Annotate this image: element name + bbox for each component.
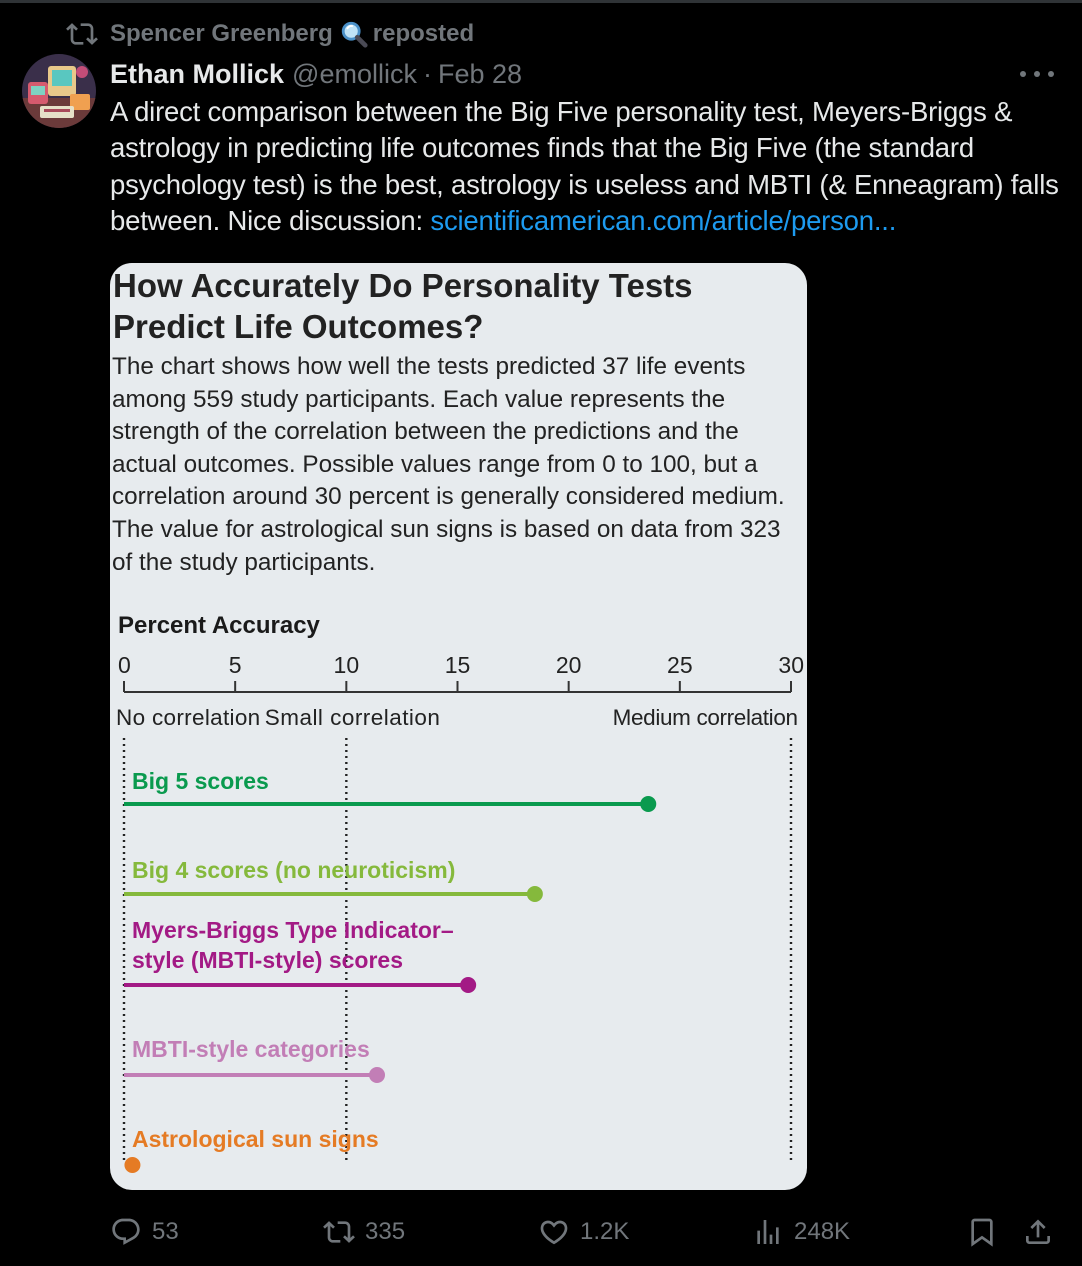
article-link[interactable]: scientificamerican.com/article/person... [430, 204, 897, 236]
card-description: The chart shows how well the tests predicted 37 life events among 559 study participants. Each value represents the strength of the correlation between the predictions and the actual outcomes. Possible values range from 0 to 100, but a correlation around 30 percent is generally considered medium. The value for astrological sun signs is based on data from 323 of the study participants. [112, 353, 785, 576]
repost-button[interactable] [323, 1210, 405, 1254]
post-media-image[interactable] [110, 263, 807, 1190]
post-date[interactable]: Feb 28 [437, 58, 523, 89]
more-dot-icon [1020, 71, 1026, 77]
x-tick-label: 10 [333, 652, 360, 678]
bookmark-icon [966, 1216, 998, 1248]
card-title: How Accurately Do Personality Tests Predict Life Outcomes? [113, 267, 693, 345]
repost-icon [323, 1216, 355, 1248]
repost-label: reposted [372, 20, 475, 47]
series-point [640, 796, 656, 812]
series-label: Astrological sun signs [132, 1126, 379, 1152]
reply-count: 53 [152, 1218, 179, 1245]
x-tick-label: 25 [667, 652, 693, 678]
x-tick-label: 15 [444, 652, 471, 678]
chart-title: Percent Accuracy [118, 612, 320, 639]
post-body [110, 94, 1060, 239]
post-header [110, 56, 522, 92]
repost-context[interactable] [66, 18, 474, 50]
view-count: 248K [794, 1218, 851, 1245]
reposter-name[interactable]: Spencer Greenberg [110, 20, 333, 47]
more-dot-icon [1048, 71, 1054, 77]
reply-icon [110, 1216, 142, 1248]
post-text: A direct comparison between the Big Five personality test, Meyers-Briggs & astrology in predicting life outcomes finds that the Big Five (the standard psychology test) is the best, astrology is useless and MBTI (& Enneagram) falls between. Nice discussion: [110, 96, 1059, 236]
reference-label: Medium correlation [612, 705, 798, 730]
reference-label: Small correlation [264, 705, 440, 730]
author-name[interactable]: Ethan Mollick [110, 58, 285, 89]
author-handle[interactable]: @emollick [292, 58, 417, 89]
top-divider [0, 0, 1082, 3]
analytics-icon [752, 1216, 784, 1248]
reply-button[interactable] [110, 1210, 179, 1254]
series-label: Big 4 scores (no neuroticism) [132, 857, 456, 883]
series-label: Big 5 scores [132, 768, 269, 794]
like-count: 1.2K [580, 1218, 630, 1245]
series-point [369, 1067, 385, 1083]
heart-icon [538, 1216, 570, 1248]
x-tick-label: 5 [228, 652, 242, 678]
avatar-illustration [22, 54, 96, 128]
bookmark-button[interactable] [966, 1210, 1008, 1254]
series-point [460, 977, 476, 993]
views-button[interactable] [752, 1210, 850, 1254]
header-separator: · [422, 58, 432, 89]
action-bar [110, 1210, 1060, 1254]
repost-icon [66, 18, 98, 50]
x-tick-label: 0 [118, 652, 131, 678]
x-tick-label: 20 [555, 652, 582, 678]
repost-count: 335 [365, 1218, 406, 1245]
x-tick-label: 30 [778, 652, 804, 678]
more-dot-icon [1034, 71, 1040, 77]
series-point [527, 886, 543, 902]
series-label: MBTI-style categories [132, 1036, 370, 1062]
share-icon [1022, 1216, 1054, 1248]
series-label: Myers-Briggs Type Indicator– [132, 917, 454, 943]
share-button[interactable] [1022, 1210, 1064, 1254]
series-label: style (MBTI-style) scores [132, 947, 403, 973]
more-options-button[interactable] [1020, 64, 1054, 84]
like-button[interactable] [538, 1210, 629, 1254]
reference-label: No correlation [116, 705, 261, 730]
accuracy-chart [110, 263, 807, 1190]
series-point [124, 1157, 140, 1173]
author-avatar[interactable] [22, 54, 96, 128]
magnifier-emoji-icon [339, 19, 369, 49]
